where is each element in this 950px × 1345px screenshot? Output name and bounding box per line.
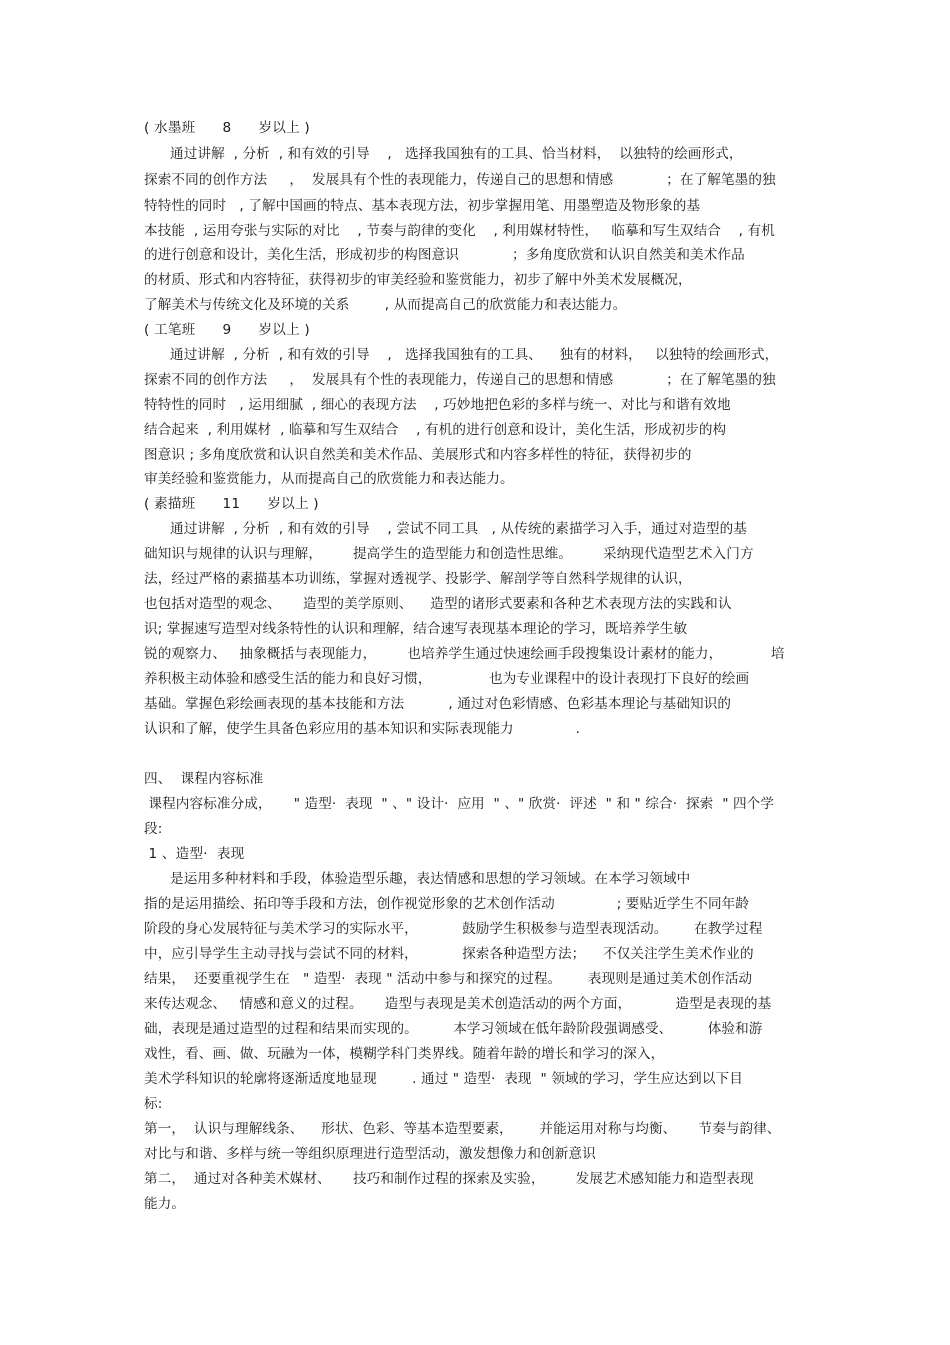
goal-line: 对比与和谐、多样与统一等组织原理进行造型活动，激发想像力和创新意识 xyxy=(144,1146,596,1162)
paragraph-line: 探索不同的创作方法 ， 发展具有个性的表现能力，传递自己的思想和情感 ；在了解笔墨的独 xyxy=(144,372,776,388)
paragraph-line: 了解美术与传统文化及环境的关系 , 从而提高自己的欣赏能力和表达能力。 xyxy=(144,297,627,313)
paragraph-line: 锐的观察力、 抽象概括与表现能力， 也培养学生通过快速绘画手段搜集设计素材的能力， 培 xyxy=(144,646,785,662)
paragraph-line: 法，经过严格的素描基本功训练，掌握对透视学、投影学、解剖学等自然科学规律的认识， xyxy=(144,571,692,587)
paragraph-line: 探索不同的创作方法 ， 发展具有个性的表现能力，传递自己的思想和情感 ；在了解笔墨的独 xyxy=(144,172,776,188)
paragraph-line: 基础。掌握色彩绘画表现的基本技能和方法 , 通过对色彩情感、色彩基本理论与基础知识的 xyxy=(144,696,732,712)
section-heading-gongbi: ( 工笔班 9 岁以上 ) xyxy=(144,322,310,338)
paragraph-line: 结合起来 , 利用媒材 , 临摹和写生双结合 , 有机的进行创意和设计，美化生活，形成初步的构 xyxy=(144,422,727,438)
part4-intro-line: 课程内容标准分成， " 造型· 表现 " 、" 设计· 应用 " 、" 欣赏· 评述 " 和 " 综合· 探索 " 四个学 xyxy=(144,796,775,812)
paragraph-line: 识; 掌握速写造型对线条特性的认识和理解，结合速写表现基本理论的学习，既培养学生敏 xyxy=(144,621,688,637)
goal-line: 第二， 通过对各种美术媒材、 技巧和制作过程的探索及实验， 发展艺术感知能力和造型表现 xyxy=(144,1171,754,1187)
goal-line: 第一， 认识与理解线条、 形状、色彩、等基本造型要素， 并能运用对称与均衡、 节奏与韵律、 xyxy=(144,1121,781,1137)
paragraph-line: 结果， 还要重视学生在 " 造型· 表现 " 活动中参与和探究的过程。 表现则是通过美术创作活动 xyxy=(144,971,753,987)
paragraph-line: 础，表现是通过造型的过程和结果而实现的。 本学习领域在低年龄阶段强调感受、 体验和游 xyxy=(144,1021,763,1037)
paragraph-line: 特特性的同时 , 运用细腻 , 细心的表现方法 , 巧妙地把色彩的多样与统一、对比与和谐有效地 xyxy=(144,397,731,413)
paragraph-line: 中，应引导学生主动寻找与尝试不同的材料， 探索各种造型方法； 不仅关注学生美术作业的 xyxy=(144,946,754,962)
paragraph-line: 戏性，看、画、做、玩融为一体，模糊学科门类界线。随着年龄的增长和学习的深入， xyxy=(144,1046,665,1062)
goal-line: 能力。 xyxy=(144,1196,186,1212)
paragraph-line: 是运用多种材料和手段，体验造型乐趣，表达情感和思想的学习领域。在本学习领域中 xyxy=(170,871,691,887)
part4-intro-line: 段: xyxy=(144,821,163,837)
subsection-heading: 1 、造型· 表现 xyxy=(144,846,245,862)
paragraph-line: 指的是运用描绘、拓印等手段和方法，创作视觉形象的艺术创作活动 ; 要贴近学生不同年龄 xyxy=(144,896,750,912)
paragraph-line: 特特性的同时 , 了解中国画的特点、基本表现方法，初步掌握用笔、用墨塑造及物形象的基 xyxy=(144,198,701,214)
section-heading-sketch: ( 素描班 11 岁以上 ) xyxy=(144,496,319,512)
paragraph-line: 来传达观念、 情感和意义的过程。 造型与表现是美术创造活动的两个方面， 造型是表现的基 xyxy=(144,996,772,1012)
paragraph-line: 标: xyxy=(144,1096,163,1112)
paragraph-line: 美术学科知识的轮廓将逐渐适度地显现 . 通过 " 造型· 表现 " 领域的学习，学生应达到以下目 xyxy=(144,1071,743,1087)
paragraph-line: 阶段的身心发展特征与美术学习的实际水平， 鼓励学生积极参与造型表现活动。 在教学过程 xyxy=(144,921,763,937)
paragraph-line: 的材质、形式和内容特征，获得初步的审美经验和鉴赏能力，初步了解中外美术发展概况， xyxy=(144,272,692,288)
section-heading-ink: ( 水墨班 8 岁以上 ) xyxy=(144,120,310,136)
paragraph-line: 通过讲解 , 分析 , 和有效的引导 , 选择我国独有的工具、 独有的材料， 以独特的绘画形式， xyxy=(170,347,779,363)
paragraph-line: 养积极主动体验和感受生活的能力和良好习惯， 也为专业课程中的设计表现打下良好的绘画 xyxy=(144,671,750,687)
paragraph-line: 图意识 ; 多角度欣赏和认识自然美和美术作品、美展形式和内容多样性的特征，获得初步的 xyxy=(144,447,692,463)
part4-heading: 四、 课程内容标准 xyxy=(144,771,264,787)
paragraph-line: 础知识与规律的认识与理解， 提高学生的造型能力和创造性思维。 采纳现代造型艺术入门方 xyxy=(144,546,754,562)
paragraph-line: 审美经验和鉴赏能力，从而提高自己的欣赏能力和表达能力。 xyxy=(144,471,514,487)
paragraph-line: 也包括对造型的观念、 造型的美学原则、 造型的诸形式要素和各种艺术表现方法的实践和认 xyxy=(144,596,732,612)
paragraph-line: 的进行创意和设计，美化生活，形成初步的构图意识 ；多角度欣赏和认识自然美和美术作品 xyxy=(144,247,745,263)
paragraph-line: 通过讲解 , 分析 , 和有效的引导 , 选择我国独有的工具、恰当材料， 以独特的绘画形式， xyxy=(170,146,743,162)
paragraph-line: 通过讲解 , 分析 , 和有效的引导 , 尝试不同工具 , 从传统的素描学习入手，通过对造型的基 xyxy=(170,521,747,537)
paragraph-line: 本技能 , 运用夸张与实际的对比 , 节奏与韵律的变化 , 利用媒材特性， 临摹和写生双结合 , 有机 xyxy=(144,223,775,239)
paragraph-line: 认识和了解，使学生具备色彩应用的基本知识和实际表现能力 . xyxy=(144,721,581,737)
